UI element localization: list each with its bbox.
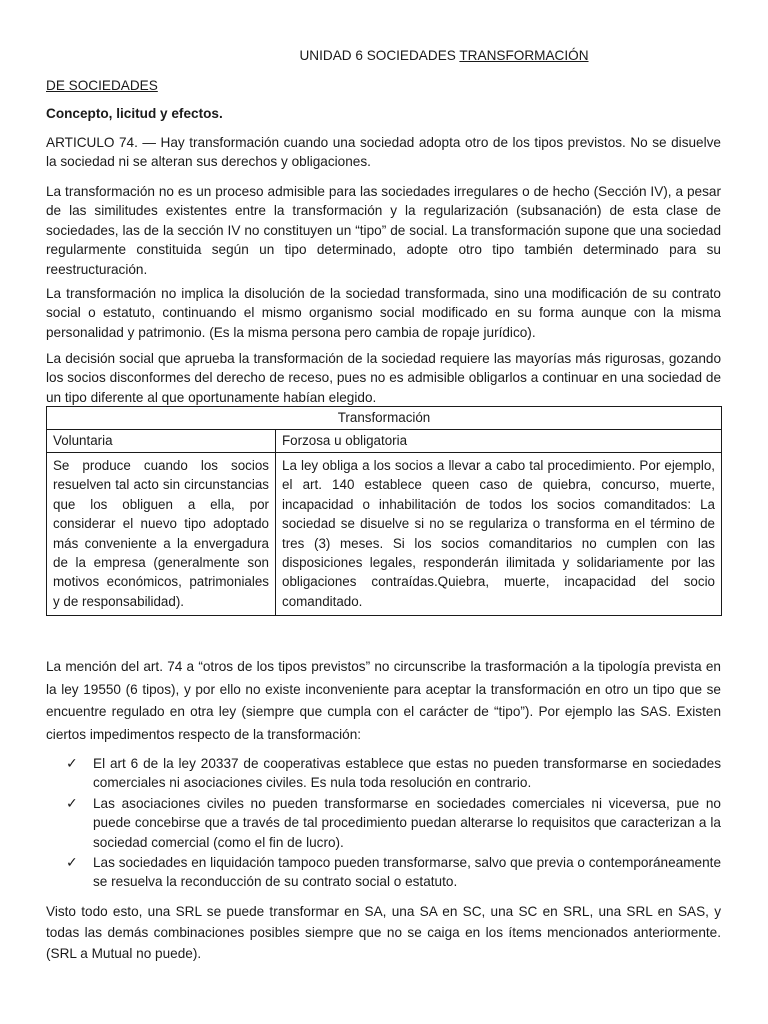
paragraph-social-decision: La decisión social que aprueba la transformación de la sociedad requiere las mayorías más rigurosas, gozando los socios disconformes del derecho de receso, pues no es admisible obligarlos a continuar en una sociedad de un tipo diferente al que oportunamente habían elegido. — [46, 351, 721, 405]
transformation-table — [46, 406, 722, 616]
table-body-row — [47, 453, 722, 616]
title-prefix: UNIDAD 6 SOCIEDADES — [299, 48, 460, 63]
cell-voluntary-text: Se produce cuando los socios resuelven tal acto sin circunstancias que los obliguen a ella, por considerar el nuevo tipo adoptado más conveniente a la envergadura de la empresa (generalmente son motivos económicos, patrimoniales y de responsabilidad). — [47, 453, 276, 616]
column-header-forced: Forzosa u obligatoria — [276, 430, 722, 453]
title-underlined: TRANSFORMACIÓN — [459, 48, 589, 63]
paragraph-irregular-societies: La transformación no es un proceso admisible para las sociedades irregulares o de hecho (Sección IV), a pesar de las similitudes existentes entre la transformación y la regularización (subsanación) de esta clase de sociedades, las de la sección IV no constituyen un “tipo” de social. La transformación supone que una sociedad regularmente constituida según un tipo determinado, adopte otro tipo también determinado para su reestructuración. — [46, 184, 721, 277]
impediment-text: Las asociaciones civiles no pueden transformarse en sociedades comerciales ni viceversa, pue no puede concebirse que a través de tal procedimiento puedan alterarse lo requisitos que caracterizan a la sociedad comercial (como el fin de lucro). — [93, 795, 721, 850]
table-title-row — [47, 407, 722, 430]
paragraph-conclusion: Visto todo esto, una SRL se puede transformar en SA, una SA en SC, una SC en SRL, una SRL en SAS, y todas las demás combinaciones posibles siempre que no se caiga en los ítems mencionados anteriormente. (SRL a Mutual no puede). — [46, 904, 721, 961]
impediments-list — [66, 754, 721, 893]
list-item — [66, 794, 721, 852]
checkmark-icon: ✓ — [66, 794, 78, 811]
paragraph-other-types: La mención del art. 74 a “otros de los tipos previstos” no circunscribe la trasformación a la tipología prevista en la ley 19550 (6 tipos), y por ello no existe inconveniente para aceptar la transformación en otro un tipo que se encuentre regulado en otra ley (siempre que cumpla con el carácter de “tipo”). Por ejemplo las SAS. Existen ciertos impedimentos respecto de la transformación: — [46, 659, 721, 742]
paragraph-no-dissolution: La transformación no implica la disolución de la sociedad transformada, sino una modificación de su contrato social o estatuto, continuando el mismo organismo social modificado en su forma aunque con la misma personalidad y patrimonio. (Es la misma persona pero cambia de ropaje jurídico). — [46, 286, 721, 340]
checkmark-icon: ✓ — [66, 755, 78, 771]
document-title — [0, 46, 768, 66]
impediment-text: El art 6 de la ley 20337 de cooperativas establece que estas no pueden transformarse en sociedades comerciales ni asociaciones civiles. Es nula toda resolución en contrario. — [93, 756, 721, 791]
list-item — [66, 754, 721, 793]
table-title: Transformación — [47, 407, 722, 430]
cell-forced-text: La ley obliga a los socios a llevar a cabo tal procedimiento. Por ejemplo, el art. 140 establece queen caso de quiebra, concurso, muerte, incapacidad o inhabilitación de todos los socios comanditados: La sociedad se disuelve si no se regulariza o transforma en el término de tres (3) meses. Si los socios comanditarios no cumplen con las disposiciones legales, responderán ilimitada y solidariamente por las obligaciones contraídas.Quiebra, muerte, incapacidad del socio comanditado. — [276, 453, 722, 616]
column-header-voluntary: Voluntaria — [47, 430, 276, 453]
checkmark-icon: ✓ — [66, 854, 78, 871]
impediment-text: Las sociedades en liquidación tampoco pueden transformarse, salvo que previa o contemporáneamente se resuelva la reconducción de su contrato social o estatuto. — [93, 855, 721, 890]
list-item — [66, 853, 721, 892]
section-heading: Concepto, licitud y efectos. — [46, 106, 223, 121]
title-continuation: DE SOCIEDADES — [46, 78, 158, 93]
table-header-row — [47, 430, 722, 453]
paragraph-article-74: ARTICULO 74. — Hay transformación cuando una sociedad adopta otro de los tipos previstos. No se disuelve la sociedad ni se alteran sus derechos y obligaciones. — [46, 135, 721, 170]
